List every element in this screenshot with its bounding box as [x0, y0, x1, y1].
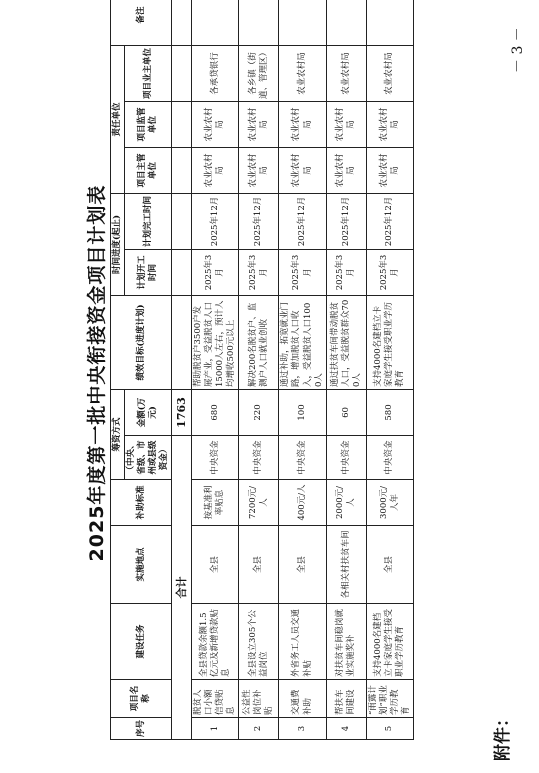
cell-start: 2025年3月 [279, 249, 326, 295]
cell-project-name: 帮扶车间建设 [326, 680, 366, 718]
cell-task: 支持4000名建档立卡家庭学生接受职业学历教育 [366, 604, 413, 680]
cell-task: 全县设立305个公益岗位 [239, 604, 279, 680]
header-resp-group: 责任单位 [111, 45, 125, 193]
cell-project-name: 脱贫人口小额信贷贴息 [192, 680, 239, 718]
cell-seq: 3 [279, 718, 326, 740]
cell-dept: 农业农村局 [279, 147, 326, 193]
cell-target: 支持4000名建档立卡家庭学生接受职业学历教育 [366, 295, 413, 389]
header-amount: 金额(万元) [125, 389, 172, 435]
cell-supervisor: 农业农村局 [366, 101, 413, 147]
table-row [192, 0, 239, 740]
cell-end: 2025年12月 [239, 193, 279, 249]
cell-seq: 4 [326, 718, 366, 740]
cell-supervisor: 农业农村局 [239, 101, 279, 147]
total-row [172, 0, 192, 740]
cell-funding: 中央资金 [366, 436, 413, 480]
header-remark: 备注 [111, 0, 172, 45]
header-dept: 项目主管单位 [125, 147, 172, 193]
header-start: 计划开工时间 [125, 249, 172, 295]
cell-owner: 各承贷银行 [192, 45, 239, 101]
cell-standard: 400元/人 [279, 480, 326, 526]
cell-funding: 中央资金 [192, 436, 239, 480]
cell-standard: 3000元/人年 [366, 480, 413, 526]
cell-funding: 中央资金 [279, 436, 326, 480]
cell-target: 解决200名脱贫户、监测户人口就业创收 [239, 295, 279, 389]
cell-end: 2025年12月 [192, 193, 239, 249]
header-funding-group: 筹资方式 [111, 389, 125, 479]
cell-funding: 中央资金 [326, 436, 366, 480]
header-target: 绩效目标(进度计划) [111, 295, 172, 389]
cell-start: 2025年3月 [192, 249, 239, 295]
cell-standard: 7200元/人 [239, 480, 279, 526]
cell-start: 2025年3月 [239, 249, 279, 295]
header-task: 建设任务 [111, 604, 172, 680]
cell-seq: 1 [192, 718, 239, 740]
cell-dept: 农业农村局 [326, 147, 366, 193]
page-number: － 3 － [510, 27, 526, 73]
cell-target: 通过补助，拓宽就业门路，增加脱贫人口收入，受益脱贫人口1000人 [279, 295, 326, 389]
table-body [172, 0, 414, 740]
table-row [279, 0, 326, 740]
cell-amount: 100 [279, 389, 326, 435]
cell-target: 帮助脱贫户3500户发展产业，受益脱贫人口15000人左右，预计人均增收500元以上 [192, 295, 239, 389]
cell-supervisor: 农业农村局 [326, 101, 366, 147]
header-supervisor: 项目监管单位 [125, 101, 172, 147]
cell-remark [192, 0, 239, 45]
total-label: 合计 [172, 436, 192, 740]
cell-start: 2025年3月 [366, 249, 413, 295]
project-plan-table [110, 0, 414, 740]
cell-dept: 农业农村局 [366, 147, 413, 193]
header-seq: 序号 [111, 718, 172, 740]
cell-project-name: 交通费补助 [279, 680, 326, 718]
header-owner: 项目业主单位 [125, 45, 172, 101]
cell-owner: 农业农村局 [279, 45, 326, 101]
attachment-label: 附件： [493, 710, 513, 761]
header-standard: 补助标准 [111, 480, 172, 526]
cell-task: 外省务工人员交通补贴 [279, 604, 326, 680]
cell-amount: 680 [192, 389, 239, 435]
cell-end: 2025年12月 [326, 193, 366, 249]
cell-end: 2025年12月 [366, 193, 413, 249]
cell-owner: 农业农村局 [326, 45, 366, 101]
cell-location: 各相关村扶贫车间 [326, 526, 366, 604]
cell-funding: 中央资金 [239, 436, 279, 480]
cell-dept: 农业农村局 [192, 147, 239, 193]
cell-project-name: 公益性岗位补贴 [239, 680, 279, 718]
cell-amount: 220 [239, 389, 279, 435]
cell-standard: 按基准利率贴息 [192, 480, 239, 526]
cell-seq: 2 [239, 718, 279, 740]
cell-remark [239, 0, 279, 45]
cell-owner: 农业农村局 [366, 45, 413, 101]
table-row [366, 0, 413, 740]
header-end: 计划完工时间 [125, 193, 172, 249]
cell-project-name: “雨露计划”职业学历教育 [366, 680, 413, 718]
table-row [239, 0, 279, 740]
cell-end: 2025年12月 [279, 193, 326, 249]
cell-owner: 各乡镇（街道、管理区） [239, 45, 279, 101]
cell-seq: 5 [366, 718, 413, 740]
total-amount: 1763 [172, 389, 192, 435]
cell-location: 全县 [192, 526, 239, 604]
cell-task: 对扶贫车间稳岗就业实施奖补 [326, 604, 366, 680]
cell-location: 全县 [366, 526, 413, 604]
cell-amount: 60 [326, 389, 366, 435]
cell-standard: 2000元/人 [326, 480, 366, 526]
cell-location: 全县 [239, 526, 279, 604]
header-schedule-group: 时间进度(起止) [111, 193, 125, 295]
cell-dept: 农业农村局 [239, 147, 279, 193]
cell-target: 通过扶贫车间带动脱贫人口，受益脱贫群众700人 [326, 295, 366, 389]
cell-remark [366, 0, 413, 45]
header-funding-level: （中央、省级、市州或县级资金） [125, 436, 172, 480]
document-title: 2025年度第一批中央衔接资金项目计划表 [86, 184, 108, 562]
cell-supervisor: 农业农村局 [279, 101, 326, 147]
cell-remark [326, 0, 366, 45]
table-row [326, 0, 366, 740]
cell-task: 全县贷款余额1.5亿元及新增贷款贴息 [192, 604, 239, 680]
header-location: 实施地点 [111, 526, 172, 604]
header-project-name: 项目名称 [111, 680, 172, 718]
cell-remark [279, 0, 326, 45]
cell-location: 全县 [279, 526, 326, 604]
header-row-1 [111, 0, 125, 740]
cell-supervisor: 农业农村局 [192, 101, 239, 147]
cell-amount: 580 [366, 389, 413, 435]
cell-start: 2025年3月 [326, 249, 366, 295]
